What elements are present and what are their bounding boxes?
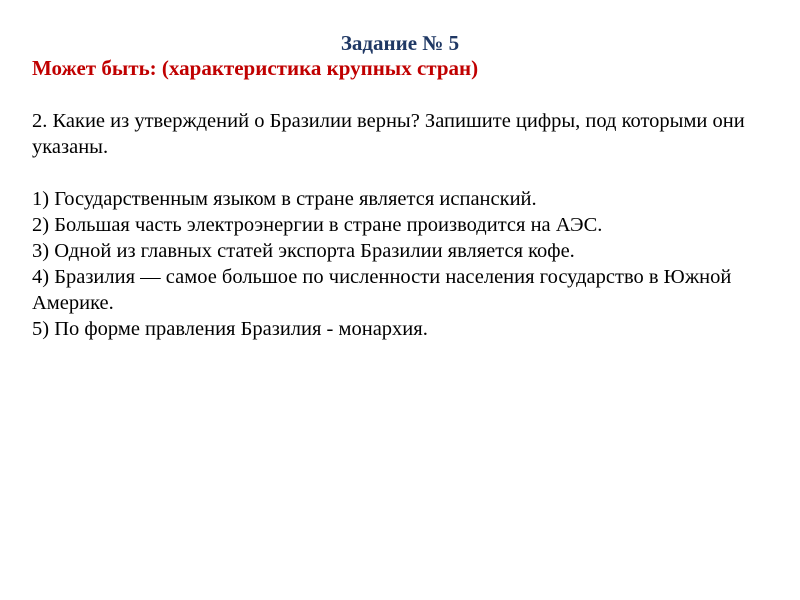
- task-subtitle: Может быть: (характеристика крупных стран): [32, 56, 479, 80]
- answer-option-1: 1) Государственным языком в стране является испанский.: [32, 188, 537, 210]
- task-title: Задание № 5: [340, 31, 460, 55]
- answer-options-list: [32, 186, 777, 342]
- answer-option-2: 2) Большая часть электроэнергии в стране производится на АЭС.: [32, 214, 603, 236]
- answer-option-5: 5) По форме правления Бразилия - монархия.: [32, 318, 428, 340]
- answer-option-3: 3) Одной из главных статей экспорта Бразилии является кофе.: [32, 240, 575, 262]
- answer-option-4: 4) Бразилия — самое большое по численности населения государство в Южной Америке.: [32, 266, 732, 314]
- question-text: 2. Какие из утверждений о Бразилии верны? Запишите цифры, под которыми они указаны.: [32, 110, 745, 158]
